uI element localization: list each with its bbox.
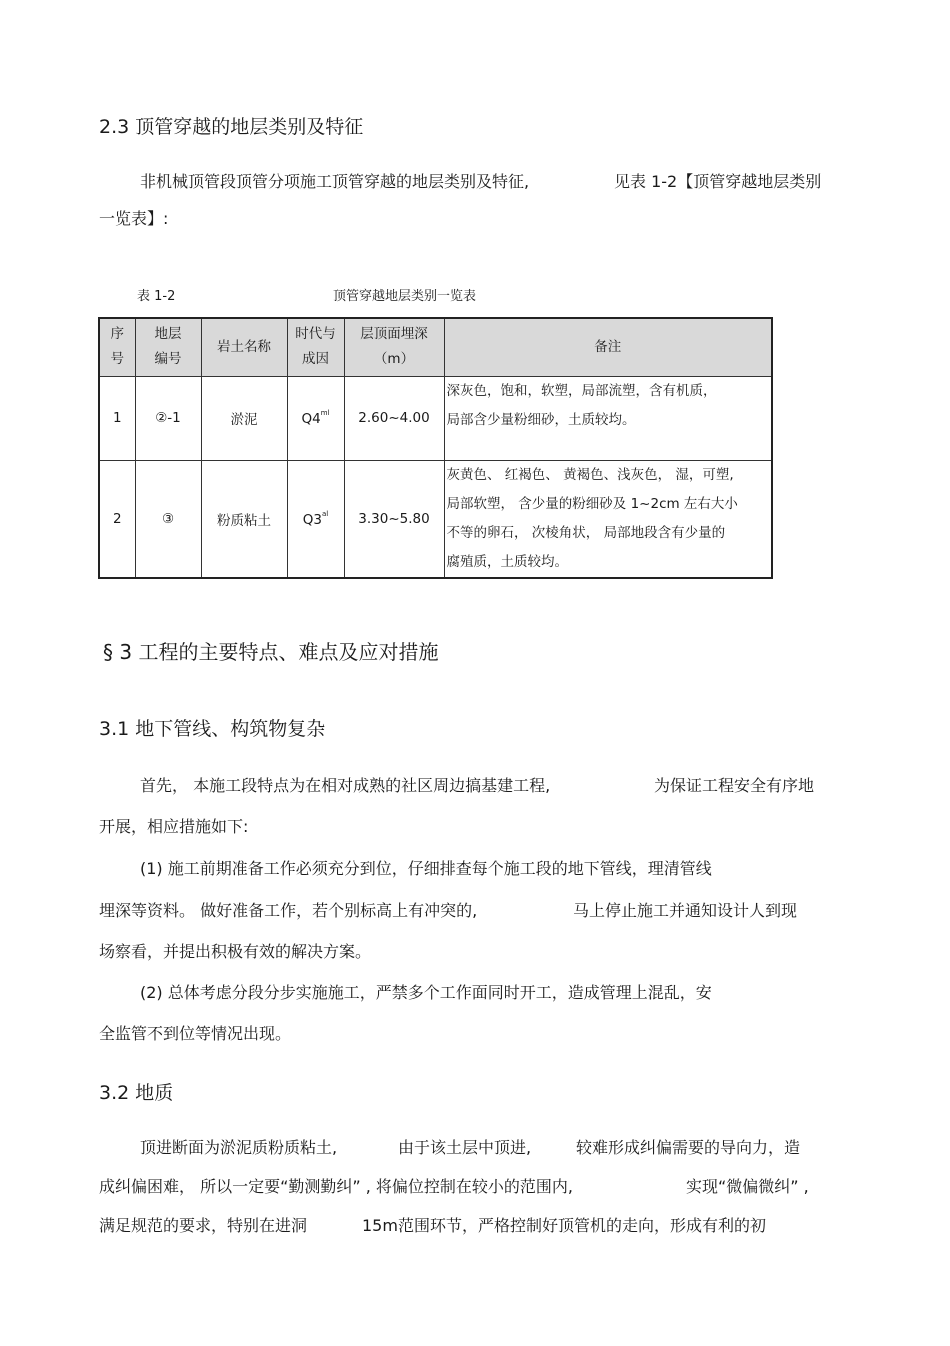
cell-depth: 2.60~4.00	[344, 376, 444, 460]
section-3-heading: § 3 工程的主要特点、难点及应对措施	[103, 640, 439, 664]
header-depth: 层顶面埋深 （m）	[344, 318, 444, 376]
section-3-1-item1-line1: (1) 施工前期准备工作必须充分到位，仔细排查每个施工段的地下管线，理清管线	[140, 859, 712, 878]
section-3-1-item1-line2a: 埋深等资料。 做好准备工作，若个别标高上有冲突的,	[99, 901, 478, 920]
cell-depth: 3.30~5.80	[344, 460, 444, 578]
table-caption-label: 表 1-2	[137, 289, 176, 304]
section-3-1-heading: 3.1 地下管线、构筑物复杂	[99, 718, 326, 740]
table-row	[99, 376, 772, 460]
cell-note: 灰黄色、 红褐色、 黄褐色、浅灰色， 湿，可塑, 局部软塑， 含少量的粉细砂及 1~2cm 左右大小 不等的卵石， 次棱角状， 局部地段含有少量的 腐殖质，土质较均。	[444, 460, 772, 578]
section-2-3-para-line2: 一览表】:	[99, 209, 169, 228]
section-3-2-p-line3a: 满足规范的要求，特别在进洞	[99, 1216, 308, 1235]
section-3-1-p1-line1a: 首先， 本施工段特点为在相对成熟的社区周边搞基建工程,	[140, 776, 551, 795]
header-age: 时代与 成因	[287, 318, 344, 376]
header-seq: 序 号	[99, 318, 135, 376]
section-3-1-p1-line1b: 为保证工程安全有序地	[654, 776, 815, 795]
cell-seq: 1	[99, 376, 135, 460]
section-3-1-item2-line1: (2) 总体考虑分段分步实施施工，严禁多个工作面同时开工，造成管理上混乱，安	[140, 983, 712, 1002]
section-3-1-item1-line2b: 马上停止施工并通知设计人到现	[573, 901, 798, 920]
section-3-1-p1-line2: 开展，相应措施如下:	[99, 817, 249, 836]
header-note: 备注	[444, 318, 772, 376]
cell-name: 淤泥	[201, 376, 287, 460]
section-2-3-para-line1a: 非机械顶管段顶管分项施工顶管穿越的地层类别及特征,	[140, 172, 530, 191]
section-3-1-item2-line2: 全监管不到位等情况出现。	[99, 1024, 292, 1043]
cell-age: $Q3^{al}$	[287, 460, 344, 578]
section-2-3-heading: 2.3 顶管穿越的地层类别及特征	[99, 116, 364, 138]
section-3-2-p-line2a: 成纠偏困难， 所以一定要“勤测勤纠” , 将偏位控制在较小的范围内,	[99, 1177, 574, 1196]
section-3-2-heading: 3.2 地质	[99, 1082, 174, 1104]
section-2-3-para-line1b: 见表 1-2【顶管穿越地层类别	[614, 172, 822, 191]
table-row	[99, 460, 772, 578]
cell-age: $Q4^{ml}$	[287, 376, 344, 460]
cell-name: 粉质粘土	[201, 460, 287, 578]
table-header-row	[99, 318, 772, 376]
section-3-1-item1-line3: 场察看，并提出积极有效的解决方案。	[99, 942, 372, 961]
header-code: 地层 编号	[135, 318, 201, 376]
strata-table	[98, 317, 773, 579]
header-name: 岩土名称	[201, 318, 287, 376]
section-3-2-p-line1a: 顶进断面为淤泥质粉质粘土,	[140, 1138, 338, 1157]
cell-code: ③	[135, 460, 201, 578]
cell-note: 深灰色，饱和，软塑，局部流塑，含有机质， 局部含少量粉细砂，土质较均。	[444, 376, 772, 460]
section-3-2-p-line3b: 15m范围环节，严格控制好顶管机的走向，形成有利的初	[362, 1216, 766, 1235]
section-3-2-p-line1c: 较难形成纠偏需要的导向力，造	[576, 1138, 801, 1157]
table-caption-title: 顶管穿越地层类别一览表	[333, 289, 477, 304]
cell-code: ②-1	[135, 376, 201, 460]
cell-seq: 2	[99, 460, 135, 578]
section-3-2-p-line2b: 实现“微偏微纠” ,	[686, 1177, 809, 1196]
section-3-2-p-line1b: 由于该土层中顶进,	[398, 1138, 532, 1157]
